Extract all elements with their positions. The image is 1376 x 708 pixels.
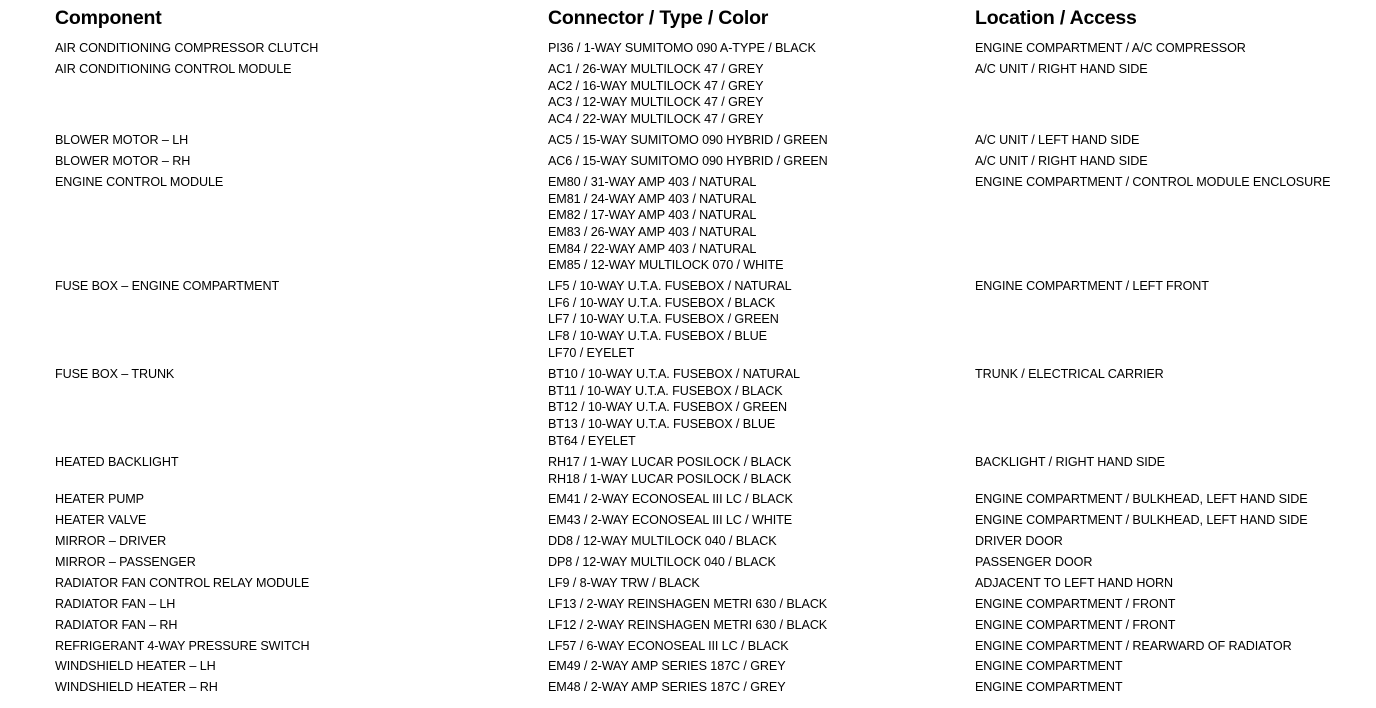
component-cell: BLOWER MOTOR – LH	[55, 133, 189, 147]
location-cell: ENGINE COMPARTMENT / LEFT FRONT	[975, 279, 1209, 293]
connector-line: EM48 / 2-WAY AMP SERIES 187C / GREY	[548, 680, 786, 694]
connector-line: LF8 / 10-WAY U.T.A. FUSEBOX / BLUE	[548, 329, 767, 344]
connector-line: LF57 / 6-WAY ECONOSEAL III LC / BLACK	[548, 639, 789, 653]
location-cell: A/C UNIT / RIGHT HAND SIDE	[975, 154, 1148, 168]
component-cell: HEATED BACKLIGHT	[55, 455, 179, 469]
connector-cell	[548, 617, 827, 634]
location-cell: DRIVER DOOR	[975, 534, 1063, 548]
connector-cell	[548, 575, 700, 592]
component-cell: BLOWER MOTOR – RH	[55, 154, 191, 168]
connector-cell	[548, 491, 793, 508]
header-location-access: Location / Access	[975, 7, 1137, 29]
connector-line: AC3 / 12-WAY MULTILOCK 47 / GREY	[548, 95, 764, 110]
connector-cell	[548, 596, 827, 613]
component-cell: WINDSHIELD HEATER – RH	[55, 680, 218, 694]
connector-line: AC5 / 15-WAY SUMITOMO 090 HYBRID / GREEN	[548, 133, 828, 147]
connector-line: LF5 / 10-WAY U.T.A. FUSEBOX / NATURAL	[548, 279, 792, 293]
component-cell: FUSE BOX – TRUNK	[55, 367, 175, 381]
connector-cell	[548, 454, 791, 487]
connector-cell	[548, 278, 792, 361]
connector-cell	[548, 40, 816, 57]
location-cell: ENGINE COMPARTMENT	[975, 680, 1123, 694]
connector-line: AC4 / 22-WAY MULTILOCK 47 / GREY	[548, 112, 764, 127]
connector-line: AC1 / 26-WAY MULTILOCK 47 / GREY	[548, 62, 764, 76]
connector-line: BT64 / EYELET	[548, 433, 636, 448]
connector-line: EM41 / 2-WAY ECONOSEAL III LC / BLACK	[548, 492, 793, 506]
connector-cell	[548, 638, 789, 655]
connector-line: EM49 / 2-WAY AMP SERIES 187C / GREY	[548, 659, 786, 673]
connector-line: EM83 / 26-WAY AMP 403 / NATURAL	[548, 225, 757, 240]
connector-line: EM80 / 31-WAY AMP 403 / NATURAL	[548, 175, 757, 189]
component-cell: HEATER PUMP	[55, 492, 144, 506]
connector-cell	[548, 679, 786, 696]
connector-line: LF9 / 8-WAY TRW / BLACK	[548, 576, 700, 590]
location-cell: ENGINE COMPARTMENT / BULKHEAD, LEFT HAND SIDE	[975, 492, 1308, 506]
connector-cell	[548, 366, 800, 449]
connector-line: EM82 / 17-WAY AMP 403 / NATURAL	[548, 208, 757, 223]
component-cell: ENGINE CONTROL MODULE	[55, 175, 224, 189]
connector-line: LF13 / 2-WAY REINSHAGEN METRI 630 / BLACK	[548, 597, 828, 611]
connector-line: EM84 / 22-WAY AMP 403 / NATURAL	[548, 241, 757, 256]
connector-cell	[548, 153, 828, 170]
connector-line: LF12 / 2-WAY REINSHAGEN METRI 630 / BLACK	[548, 618, 828, 632]
header-connector-type-color: Connector / Type / Color	[548, 7, 769, 29]
connector-cell	[548, 174, 783, 274]
connector-line: RH17 / 1-WAY LUCAR POSILOCK / BLACK	[548, 455, 792, 469]
component-cell: RADIATOR FAN CONTROL RELAY MODULE	[55, 576, 310, 590]
location-cell: BACKLIGHT / RIGHT HAND SIDE	[975, 455, 1165, 469]
location-cell: A/C UNIT / LEFT HAND SIDE	[975, 133, 1140, 147]
location-cell: ENGINE COMPARTMENT / FRONT	[975, 597, 1176, 611]
connector-cell	[548, 658, 786, 675]
component-cell: WINDSHIELD HEATER – LH	[55, 659, 216, 673]
location-cell: ENGINE COMPARTMENT / BULKHEAD, LEFT HAND SIDE	[975, 513, 1308, 527]
connector-cell	[548, 533, 777, 550]
connector-cell	[548, 61, 763, 128]
component-cell: HEATER VALVE	[55, 513, 147, 527]
location-cell: PASSENGER DOOR	[975, 555, 1093, 569]
connector-cell	[548, 512, 792, 529]
connector-line: AC2 / 16-WAY MULTILOCK 47 / GREY	[548, 78, 764, 93]
location-cell: ENGINE COMPARTMENT / REARWARD OF RADIATOR	[975, 639, 1292, 653]
component-cell: RADIATOR FAN – RH	[55, 618, 178, 632]
location-cell: ENGINE COMPARTMENT / A/C COMPRESSOR	[975, 41, 1246, 55]
component-cell: AIR CONDITIONING COMPRESSOR CLUTCH	[55, 41, 319, 55]
connector-cell	[548, 554, 776, 571]
location-cell: ENGINE COMPARTMENT	[975, 659, 1123, 673]
connector-line: BT10 / 10-WAY U.T.A. FUSEBOX / NATURAL	[548, 367, 800, 381]
connector-line: RH18 / 1-WAY LUCAR POSILOCK / BLACK	[548, 471, 792, 486]
connector-line: EM43 / 2-WAY ECONOSEAL III LC / WHITE	[548, 513, 793, 527]
location-cell: A/C UNIT / RIGHT HAND SIDE	[975, 62, 1148, 76]
location-cell: ENGINE COMPARTMENT / FRONT	[975, 618, 1176, 632]
connector-line: PI36 / 1-WAY SUMITOMO 090 A-TYPE / BLACK	[548, 41, 816, 55]
location-cell: ADJACENT TO LEFT HAND HORN	[975, 576, 1174, 590]
connector-line: DP8 / 12-WAY MULTILOCK 040 / BLACK	[548, 555, 776, 569]
connector-line: BT12 / 10-WAY U.T.A. FUSEBOX / GREEN	[548, 400, 788, 415]
header-component: Component	[55, 7, 162, 29]
connector-line: BT13 / 10-WAY U.T.A. FUSEBOX / BLUE	[548, 417, 776, 432]
location-cell: ENGINE COMPARTMENT / CONTROL MODULE ENCLOSURE	[975, 175, 1331, 189]
connector-line: EM81 / 24-WAY AMP 403 / NATURAL	[548, 191, 757, 206]
location-cell: TRUNK / ELECTRICAL CARRIER	[975, 367, 1164, 381]
connector-line: DD8 / 12-WAY MULTILOCK 040 / BLACK	[548, 534, 777, 548]
connector-line: EM85 / 12-WAY MULTILOCK 070 / WHITE	[548, 258, 784, 273]
component-cell: MIRROR – PASSENGER	[55, 555, 196, 569]
connector-line: LF70 / EYELET	[548, 345, 635, 360]
connector-cell	[548, 132, 828, 149]
connector-line: LF6 / 10-WAY U.T.A. FUSEBOX / BLACK	[548, 295, 776, 310]
connector-line: AC6 / 15-WAY SUMITOMO 090 HYBRID / GREEN	[548, 154, 828, 168]
component-cell: FUSE BOX – ENGINE COMPARTMENT	[55, 279, 280, 293]
component-cell: RADIATOR FAN – LH	[55, 597, 176, 611]
component-cell: AIR CONDITIONING CONTROL MODULE	[55, 62, 292, 76]
connector-line: BT11 / 10-WAY U.T.A. FUSEBOX / BLACK	[548, 383, 783, 398]
component-cell: MIRROR – DRIVER	[55, 534, 167, 548]
connector-line: LF7 / 10-WAY U.T.A. FUSEBOX / GREEN	[548, 312, 779, 327]
component-cell: REFRIGERANT 4-WAY PRESSURE SWITCH	[55, 639, 310, 653]
